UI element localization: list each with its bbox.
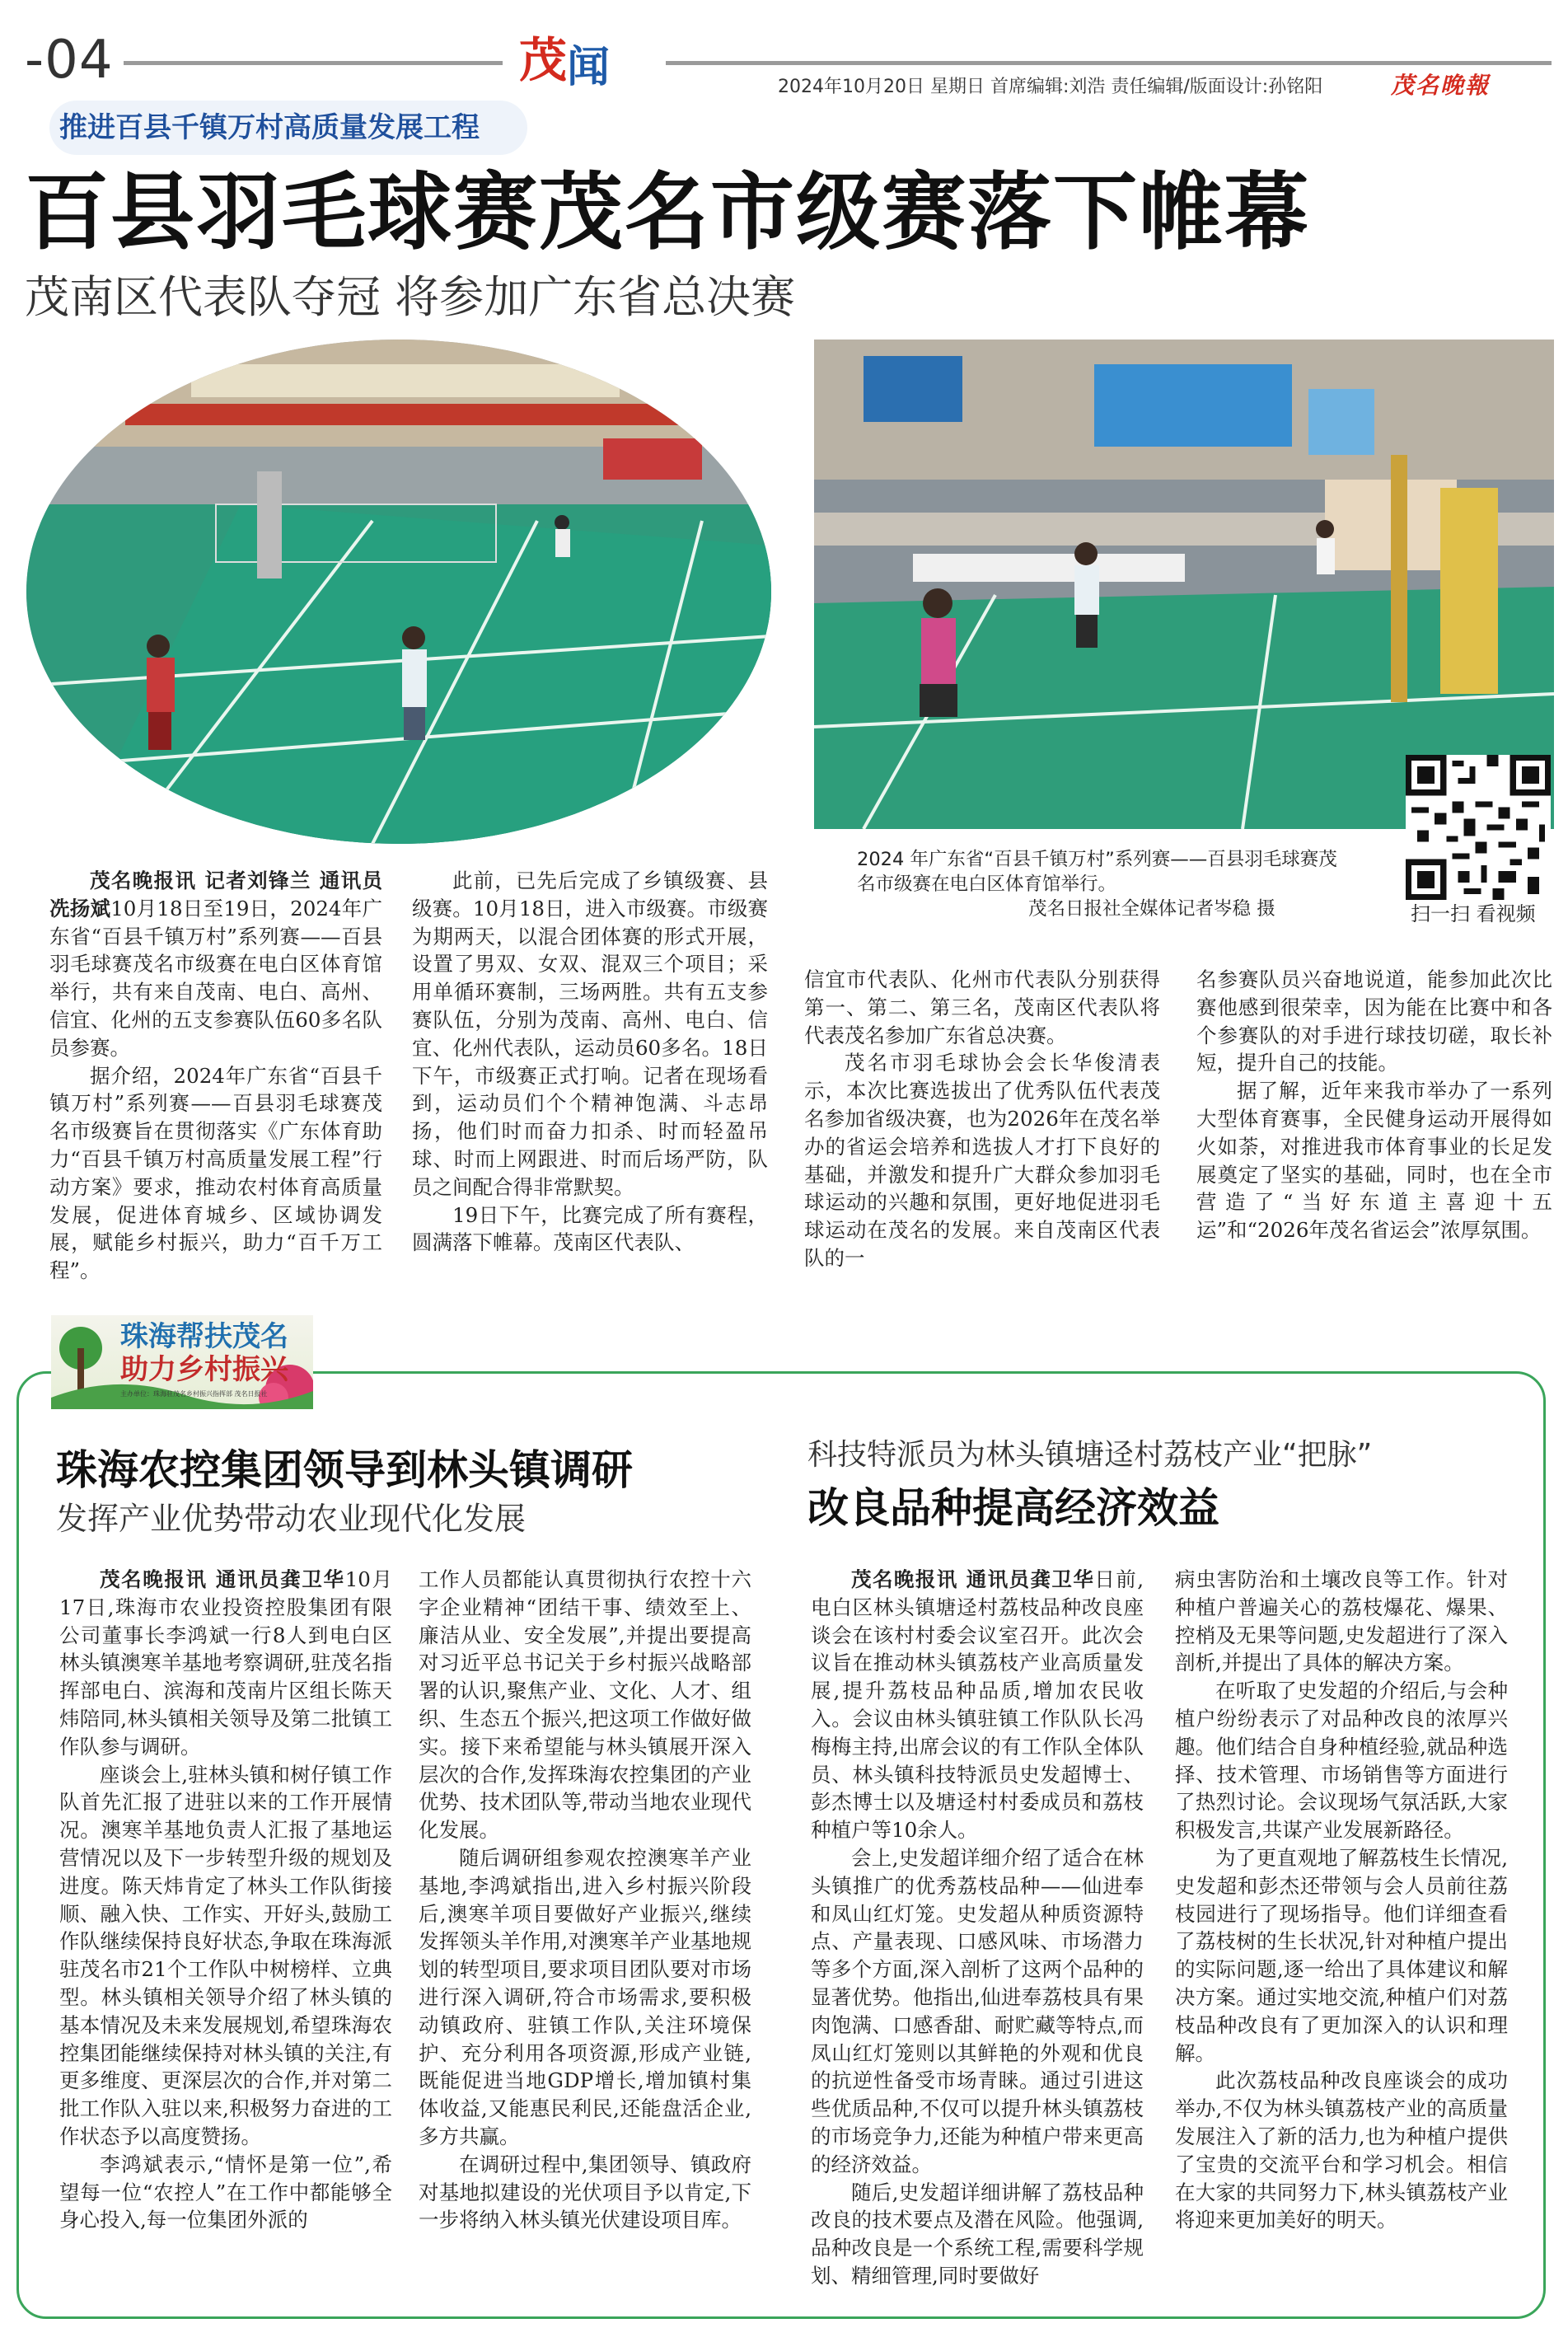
section-banner-label: 推进百县千镇万村高质量发展工程: [59, 111, 480, 144]
story1-subheadline: 茂南区代表队夺冠 将参加广东省总决赛: [25, 271, 796, 323]
story3-col2-p3: 为了更直观地了解荔枝生长情况,史发超和彭杰还带领与会人员前往荔枝园进行了现场指导。他们详细查看了荔枝树的生长状况,针对种植户提出的实际问题,逐一给出了具体建议和解决方案。通过实地交流,种植户们对荔枝品种改良有了更加深入的认识和理解。: [1175, 1845, 1508, 2065]
badminton-photo-left: [26, 340, 771, 844]
story2-col2-p2: 随后调研组参观农控澳寒羊产业基地,李鸿斌指出,进入乡村振兴阶段后,澳寒羊项目要做好产业振兴,继续发挥领头羊作用,对澳寒羊产业基地规划的转型项目,要求项目团队要对市场进行深入调研,符合市场需求,要积极动镇政府、驻镇工作队,关注环境保护、充分利用各项资源,形成产业链,既能促进当地GDP增长,增加镇村集体收益,又能惠民利民,还能盘活企业,多方共赢。: [419, 1845, 751, 2148]
story3-col1-p2: 会上,史发超详细介绍了适合在林头镇推广的优秀荔枝品种——仙进奉和凤山红灯笼。史发超从种质资源特点、产量表现、口感风味、市场潜力等多个方面,深入剖析了这两个品种的显著优势。他指出,仙进奉荔枝具有果肉饱满、口感香甜、耐贮藏等特点,而凤山红灯笼则以其鲜艳的外观和优良的抗逆性备受市场青睐。通过引进这些优质品种,不仅可以提升林头镇荔枝的市场竞争力,还能为种植户带来更高的经济效益。: [811, 1845, 1144, 2176]
story1-col4-p1: 名参赛队员兴奋地说道，能参加此次比赛他感到很荣幸，因为能在比赛中和各个参赛队的对手进行球技切磋，取长补短，提升自己的技能。: [1196, 967, 1552, 1075]
header-rule-left: [124, 61, 503, 65]
page-number: -04: [25, 30, 114, 91]
story2-column-2: [419, 1566, 751, 2234]
section-wen: 闻: [567, 43, 611, 92]
photo-caption: [857, 847, 1401, 921]
story3-byline: 茂名晚报讯 通讯员龚卫华: [851, 1567, 1095, 1591]
story2-col2-p1: 工作人员都能认真贯彻执行农控十六字企业精神“团结干事、绩效至上、廉洁从业、安全发展”,并提出要提高对习近平总书记关于乡村振兴战略部署的认识,聚焦产业、文化、人才、组织、生态五个振兴,把这项工作做好做实。接下来希望能与林头镇展开深入层次的合作,发挥珠海农控集团的产业优势、技术团队等,带动当地农业现代化发展。: [419, 1567, 751, 1843]
story1-col2-p2: 19日下午，比赛完成了所有赛程，圆满落下帷幕。茂南区代表队、: [412, 1202, 768, 1255]
story1-col3-p1: 信宜市代表队、化州市代表队分别获得第一、第二、第三名，茂南区代表队将代表茂名参加广东省总决赛。: [804, 967, 1160, 1047]
zhuhai-logo-line1: 珠海帮扶茂名: [120, 1320, 288, 1353]
story2-col1-p3: 李鸿斌表示,“情怀是第一位”,希望每一位“农控人”在工作中都能够全身心投入,每一位集团外派的: [59, 2152, 392, 2232]
story2-byline: 茂名晚报讯 通讯员龚卫华: [100, 1567, 345, 1591]
header-rule-right: [666, 61, 1552, 65]
story3-kicker: 科技特派员为林头镇塘迳村荔枝产业“把脉”: [807, 1438, 1373, 1472]
photo-caption-line2: 名市级赛在电白区体育馆举行。: [857, 874, 1117, 895]
zhuhai-logo-line2: 助力乡村振兴: [120, 1353, 288, 1386]
story3-col2-p4: 此次荔枝品种改良座谈会的成功举办,不仅为林头镇荔枝产业的高质量发展注入了新的活力,也为种植户提供了宝贵的交流平台和学习机会。相信在大家的共同努力下,林头镇荔枝产业将迎来更加美好的明天。: [1175, 2068, 1508, 2232]
story3-column-2: [1175, 1566, 1508, 2234]
qr-label: 扫一扫 看视频: [1411, 902, 1536, 925]
story1-column-2: [412, 867, 768, 1257]
story1-col4-p2: 据了解，近年来我市举办了一系列大型体育赛事，全民健身运动开展得如火如荼，对推进我市体育事业的长足发展奠定了坚实的基础，同时，也在全市营造了“当好东道主喜迎十五运”和“2026年茂名省运会”浓厚氛围。: [1196, 1079, 1552, 1243]
story1-byline: 茂名晚报讯 记者刘锋兰 通讯员冼扬斌: [49, 869, 382, 920]
story3-col1-p1: 日前,电白区林头镇塘迳村荔枝品种改良座谈会在该村村委会议室召开。此次会议旨在推动林头镇荔枝产业高质量发展,提升荔枝品种品质,增加农民收入。会议由林头镇驻镇工作队队长冯梅梅主持,出席会议的有工作队全体队员、林头镇科技特派员史发超博士、彭杰博士以及塘迳村村委成员和荔枝种植户等10余人。: [811, 1567, 1144, 1843]
story3-column-1: [811, 1566, 1144, 2290]
qr-code[interactable]: [1406, 755, 1551, 900]
zhuhai-logo: [51, 1315, 313, 1409]
story3-headline: 改良品种提高经济效益: [807, 1484, 1219, 1532]
section-banner: [49, 101, 527, 155]
story2-column-1: [59, 1566, 392, 2234]
story1-column-3: [804, 966, 1160, 1272]
zhuhai-logo-small: 主办单位：珠海驻茂名乡村振兴指挥部 茂名日报社: [120, 1390, 268, 1398]
dateline: 2024年10月20日 星期日 首席编辑:刘浩 责任编辑/版面设计:孙铭阳: [778, 77, 1323, 97]
story1-column-4: [1196, 966, 1552, 1244]
masthead-logo: 茂名晚報: [1391, 72, 1491, 99]
story3-col2-p1: 病虫害防治和土壤改良等工作。针对种植户普遍关心的荔枝爆花、爆果、控梢及无果等问题,史发超进行了深入剖析,并提出了具体的解决方案。: [1175, 1567, 1508, 1675]
section-mao: 茂: [519, 32, 568, 88]
story2-subheadline: 发挥产业优势带动农业现代化发展: [56, 1501, 527, 1537]
story1-col3-p2: 茂名市羽毛球协会会长华俊清表示，本次比赛选拔出了优秀队伍代表茂名参加省级决赛，也为2026年在茂名举办的省运会培养和选拔人才打下良好的基础，并激发和提升广大群众参加羽毛球运动的兴趣和氛围，更好地促进羽毛球运动在茂名的发展。来自茂南区代表队的一: [804, 1051, 1160, 1270]
story1-col1-p2: 据介绍，2024年广东省“百县千镇万村”系列赛——百县羽毛球赛茂名市级赛旨在贯彻落实《广东体育助力“百县千镇万村高质量发展工程”行动方案》要求，推动农村体育高质量发展，促进体育城乡、区域协调发展，赋能乡村振兴，助力“百千万工程”。: [49, 1063, 382, 1283]
story3-col1-p3: 随后,史发超详细讲解了荔枝品种改良的技术要点及潜在风险。他强调,品种改良是一个系统工程,需要科学规划、精细管理,同时要做好: [811, 2180, 1144, 2288]
story2-col1-p1: 10月17日,珠海市农业投资控股集团有限公司董事长李鸿斌一行8人到电白区林头镇澳寒羊基地考察调研,驻茂名指挥部电白、滨海和茂南片区组长陈天炜陪同,林头镇相关领导及第二批镇工作队参与调研。: [59, 1567, 392, 1759]
photo-credit: 茂名日报社全媒体记者岑稳 摄: [1028, 898, 1275, 920]
story3-col2-p2: 在听取了史发超的介绍后,与会种植户纷纷表示了对品种改良的浓厚兴趣。他们结合自身种植经验,就品种选择、技术管理、市场销售等方面进行了热烈讨论。会议现场气氛活跃,大家积极发言,共谋产业发展新路径。: [1175, 1679, 1508, 1843]
story1-col2-p1: 此前，已先后完成了乡镇级赛、县级赛。10月18日，进入市级赛。市级赛为期两天，以混合团体赛的形式开展，设置了男双、女双、混双三个项目；采用单循环赛制，三场两胜。共有五支参赛队伍，分别为茂南、高州、电白、信宜、化州代表队，运动员60多名。18日下午，市级赛正式打响。记者在现场看到，运动员们个个精神饱满、斗志昂扬，他们时而奋力扣杀、时而轻盈吊球、时而上网跟进、时而后场严防，队员之间配合得非常默契。: [412, 869, 768, 1199]
story2-col2-p3: 在调研过程中,集团领导、镇政府对基地拟建设的光伏项目予以肯定,下一步将纳入林头镇光伏建设项目库。: [419, 2152, 751, 2232]
story1-headline: 百县羽毛球赛茂名市级赛落下帷幕: [25, 164, 1310, 262]
story1-column-1: [49, 867, 382, 1285]
story2-headline: 珠海农控集团领导到林头镇调研: [56, 1446, 633, 1494]
story1-col1-p1: 10月18日至19日，2024年广东省“百县千镇万村”系列赛——百县羽毛球赛茂名市级赛在电白区体育馆举行，共有来自茂南、电白、高州、信宜、化州的五支参赛队伍60多名队员参赛。: [49, 896, 382, 1060]
story2-col1-p2: 座谈会上,驻林头镇和树仔镇工作队首先汇报了进驻以来的工作开展情况。澳寒羊基地负责人汇报了基地运营情况以及下一步转型升级的规划及进度。陈天炜肯定了林头工作队街接顺、融入快、工作实、开好头,鼓励工作队继续保持良好状态,争取在珠海派驻茂名市21个工作队中树榜样、立典型。林头镇相关领导介绍了林头镇的基本情况及未来发展规划,希望珠海农控集团能继续保持对林头镇的关注,有更多维度、更深层次的合作,并对第二批工作队入驻以来,积极努力奋进的工作状态予以高度赞扬。: [59, 1762, 392, 2148]
photo-caption-line1: 2024 年广东省“百县千镇万村”系列赛——百县羽毛球赛茂: [857, 849, 1337, 870]
